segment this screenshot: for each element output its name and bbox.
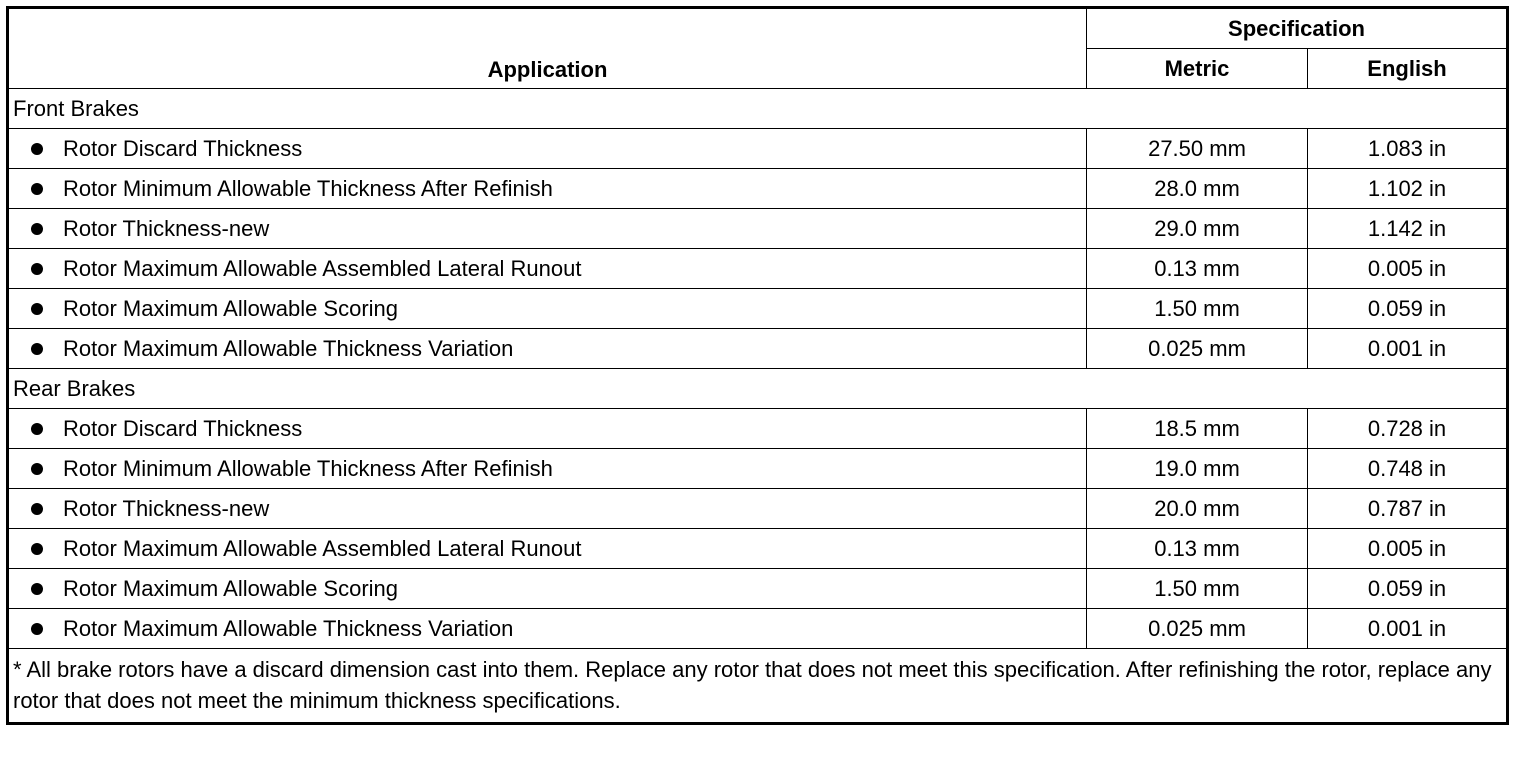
section-header-row bbox=[8, 89, 1508, 129]
metric-value: 1.50 mm bbox=[1087, 289, 1308, 329]
metric-value: 0.13 mm bbox=[1087, 249, 1308, 289]
metric-value: 28.0 mm bbox=[1087, 169, 1308, 209]
table-row bbox=[8, 169, 1508, 209]
application-label: Rotor Discard Thickness bbox=[63, 415, 303, 441]
section-title: Rear Brakes bbox=[8, 369, 1508, 409]
application-label: Rotor Maximum Allowable Thickness Variation bbox=[63, 335, 514, 361]
english-value: 0.001 in bbox=[1308, 329, 1508, 369]
application-column-header: Application bbox=[8, 8, 1087, 89]
english-value: 0.748 in bbox=[1308, 449, 1508, 489]
english-value: 0.001 in bbox=[1308, 609, 1508, 649]
table-row bbox=[8, 209, 1508, 249]
english-column-header: English bbox=[1308, 49, 1508, 89]
application-cell bbox=[8, 489, 1087, 529]
table-row bbox=[8, 449, 1508, 489]
application-cell bbox=[8, 289, 1087, 329]
english-value: 1.142 in bbox=[1308, 209, 1508, 249]
application-cell bbox=[8, 409, 1087, 449]
metric-value: 19.0 mm bbox=[1087, 449, 1308, 489]
application-label: Rotor Maximum Allowable Assembled Lateral Runout bbox=[63, 255, 582, 281]
table-row bbox=[8, 289, 1508, 329]
application-cell bbox=[8, 169, 1087, 209]
application-cell bbox=[8, 209, 1087, 249]
metric-value: 27.50 mm bbox=[1087, 129, 1308, 169]
application-cell bbox=[8, 129, 1087, 169]
application-label: Rotor Minimum Allowable Thickness After Refinish bbox=[63, 455, 553, 481]
table-row bbox=[8, 409, 1508, 449]
application-cell bbox=[8, 569, 1087, 609]
table-header bbox=[8, 8, 1508, 89]
application-label: Rotor Maximum Allowable Thickness Variation bbox=[63, 615, 514, 641]
brake-rotor-spec-table bbox=[6, 6, 1509, 725]
application-cell bbox=[8, 449, 1087, 489]
bullet-icon bbox=[31, 623, 43, 635]
section-title: Front Brakes bbox=[8, 89, 1508, 129]
metric-value: 0.025 mm bbox=[1087, 329, 1308, 369]
english-value: 1.102 in bbox=[1308, 169, 1508, 209]
specification-column-header: Specification bbox=[1087, 8, 1508, 49]
application-label: Rotor Thickness-new bbox=[63, 215, 270, 241]
application-label: Rotor Thickness-new bbox=[63, 495, 270, 521]
table-row bbox=[8, 609, 1508, 649]
metric-value: 20.0 mm bbox=[1087, 489, 1308, 529]
application-label: Rotor Discard Thickness bbox=[63, 135, 303, 161]
bullet-icon bbox=[31, 143, 43, 155]
table-row bbox=[8, 489, 1508, 529]
english-value: 0.728 in bbox=[1308, 409, 1508, 449]
table-row bbox=[8, 529, 1508, 569]
bullet-icon bbox=[31, 223, 43, 235]
application-cell bbox=[8, 529, 1087, 569]
table-body bbox=[8, 89, 1508, 649]
metric-value: 0.025 mm bbox=[1087, 609, 1308, 649]
table-row bbox=[8, 249, 1508, 289]
bullet-icon bbox=[31, 503, 43, 515]
application-cell bbox=[8, 609, 1087, 649]
bullet-icon bbox=[31, 583, 43, 595]
english-value: 0.059 in bbox=[1308, 289, 1508, 329]
application-cell bbox=[8, 249, 1087, 289]
bullet-icon bbox=[31, 303, 43, 315]
bullet-icon bbox=[31, 263, 43, 275]
metric-column-header: Metric bbox=[1087, 49, 1308, 89]
application-label: Rotor Maximum Allowable Scoring bbox=[63, 295, 399, 321]
metric-value: 0.13 mm bbox=[1087, 529, 1308, 569]
table-row bbox=[8, 129, 1508, 169]
english-value: 0.787 in bbox=[1308, 489, 1508, 529]
bullet-icon bbox=[31, 463, 43, 475]
english-value: 0.059 in bbox=[1308, 569, 1508, 609]
table-row bbox=[8, 329, 1508, 369]
metric-value: 18.5 mm bbox=[1087, 409, 1308, 449]
bullet-icon bbox=[31, 423, 43, 435]
english-value: 1.083 in bbox=[1308, 129, 1508, 169]
section-header-row bbox=[8, 369, 1508, 409]
metric-value: 1.50 mm bbox=[1087, 569, 1308, 609]
metric-value: 29.0 mm bbox=[1087, 209, 1308, 249]
application-cell bbox=[8, 329, 1087, 369]
bullet-icon bbox=[31, 543, 43, 555]
table-row bbox=[8, 569, 1508, 609]
english-value: 0.005 in bbox=[1308, 529, 1508, 569]
bullet-icon bbox=[31, 183, 43, 195]
application-label: Rotor Minimum Allowable Thickness After Refinish bbox=[63, 175, 553, 201]
bullet-icon bbox=[31, 343, 43, 355]
footnote: * All brake rotors have a discard dimension cast into them. Replace any rotor that does not meet this specification. After refinishing the rotor, replace any rotor that does not meet the minimum thickness specifications. bbox=[8, 649, 1508, 724]
application-label: Rotor Maximum Allowable Scoring bbox=[63, 575, 399, 601]
table-footer bbox=[8, 649, 1508, 724]
application-label: Rotor Maximum Allowable Assembled Lateral Runout bbox=[63, 535, 582, 561]
english-value: 0.005 in bbox=[1308, 249, 1508, 289]
